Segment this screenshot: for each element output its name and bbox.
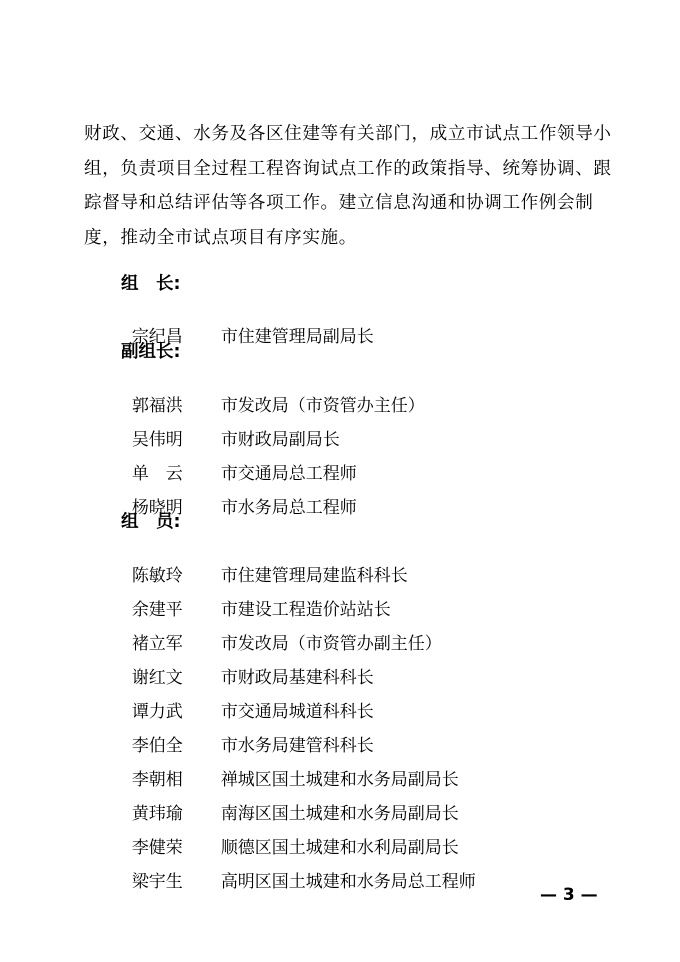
member-name: 谢红文 xyxy=(131,668,183,688)
member-title: 市交通局城道科科长 xyxy=(220,702,374,722)
intro-line: 财政、交通、水务及各区住建等有关部门，成立市试点工作领导小 xyxy=(84,124,612,144)
member-title: 市住建管理局建监科科长 xyxy=(220,566,408,586)
member-title: 禅城区国土城建和水务局副局长 xyxy=(220,770,459,790)
member-name: 余建平 xyxy=(131,600,183,620)
intro-line: 组，负责项目全过程工程咨询试点工作的政策指导、统筹协调、跟 xyxy=(84,158,612,179)
member-name: 梁宇生 xyxy=(131,872,183,892)
member-name: 黄玮瑜 xyxy=(131,804,183,824)
member-title: 市财政局副局长 xyxy=(220,430,340,450)
intro-line: 度，推动全市试点项目有序实施。 xyxy=(84,227,357,248)
member-title: 南海区国土城建和水务局副局长 xyxy=(220,804,459,824)
member-title: 市发改局（市资管办主任） xyxy=(220,396,425,416)
member-title: 市发改局（市资管办副主任） xyxy=(220,634,442,654)
deputy-label: 副组长: xyxy=(121,342,181,362)
member-name: 李朝相 xyxy=(131,770,183,790)
member-name: 宗纪昌 xyxy=(131,327,183,347)
member-name: 谭力武 xyxy=(131,702,183,722)
page-number: — 3 — xyxy=(540,885,598,905)
member-name: 褚立军 xyxy=(131,634,183,654)
member-title: 市住建管理局副局长 xyxy=(220,327,374,347)
member-title: 市财政局基建科科长 xyxy=(220,668,374,688)
member-title: 高明区国土城建和水务局总工程师 xyxy=(220,872,476,892)
member-name: 陈敏玲 xyxy=(131,566,183,586)
members-label: 组 员: xyxy=(121,512,181,532)
member-name: 李伯全 xyxy=(131,736,183,756)
member-name: 李健荣 xyxy=(131,838,183,858)
intro-paragraph xyxy=(84,117,612,255)
member-title: 市水务局建管科科长 xyxy=(220,736,374,756)
member-name: 杨晓明 xyxy=(131,498,183,518)
member-title: 市水务局总工程师 xyxy=(220,498,357,518)
member-title: 市交通局总工程师 xyxy=(220,464,357,484)
member-title: 市建设工程造价站站长 xyxy=(220,600,391,620)
member-title: 顺德区国土城建和水利局副局长 xyxy=(220,838,459,858)
member-name: 郭福洪 xyxy=(131,396,183,416)
leader-label: 组 长: xyxy=(121,274,181,294)
member-name: 吴伟明 xyxy=(131,430,183,450)
member-row xyxy=(121,847,476,892)
member-name: 单 云 xyxy=(131,464,183,484)
intro-line: 踪督导和总结评估等各项工作。建立信息沟通和协调工作例会制 xyxy=(84,193,594,213)
